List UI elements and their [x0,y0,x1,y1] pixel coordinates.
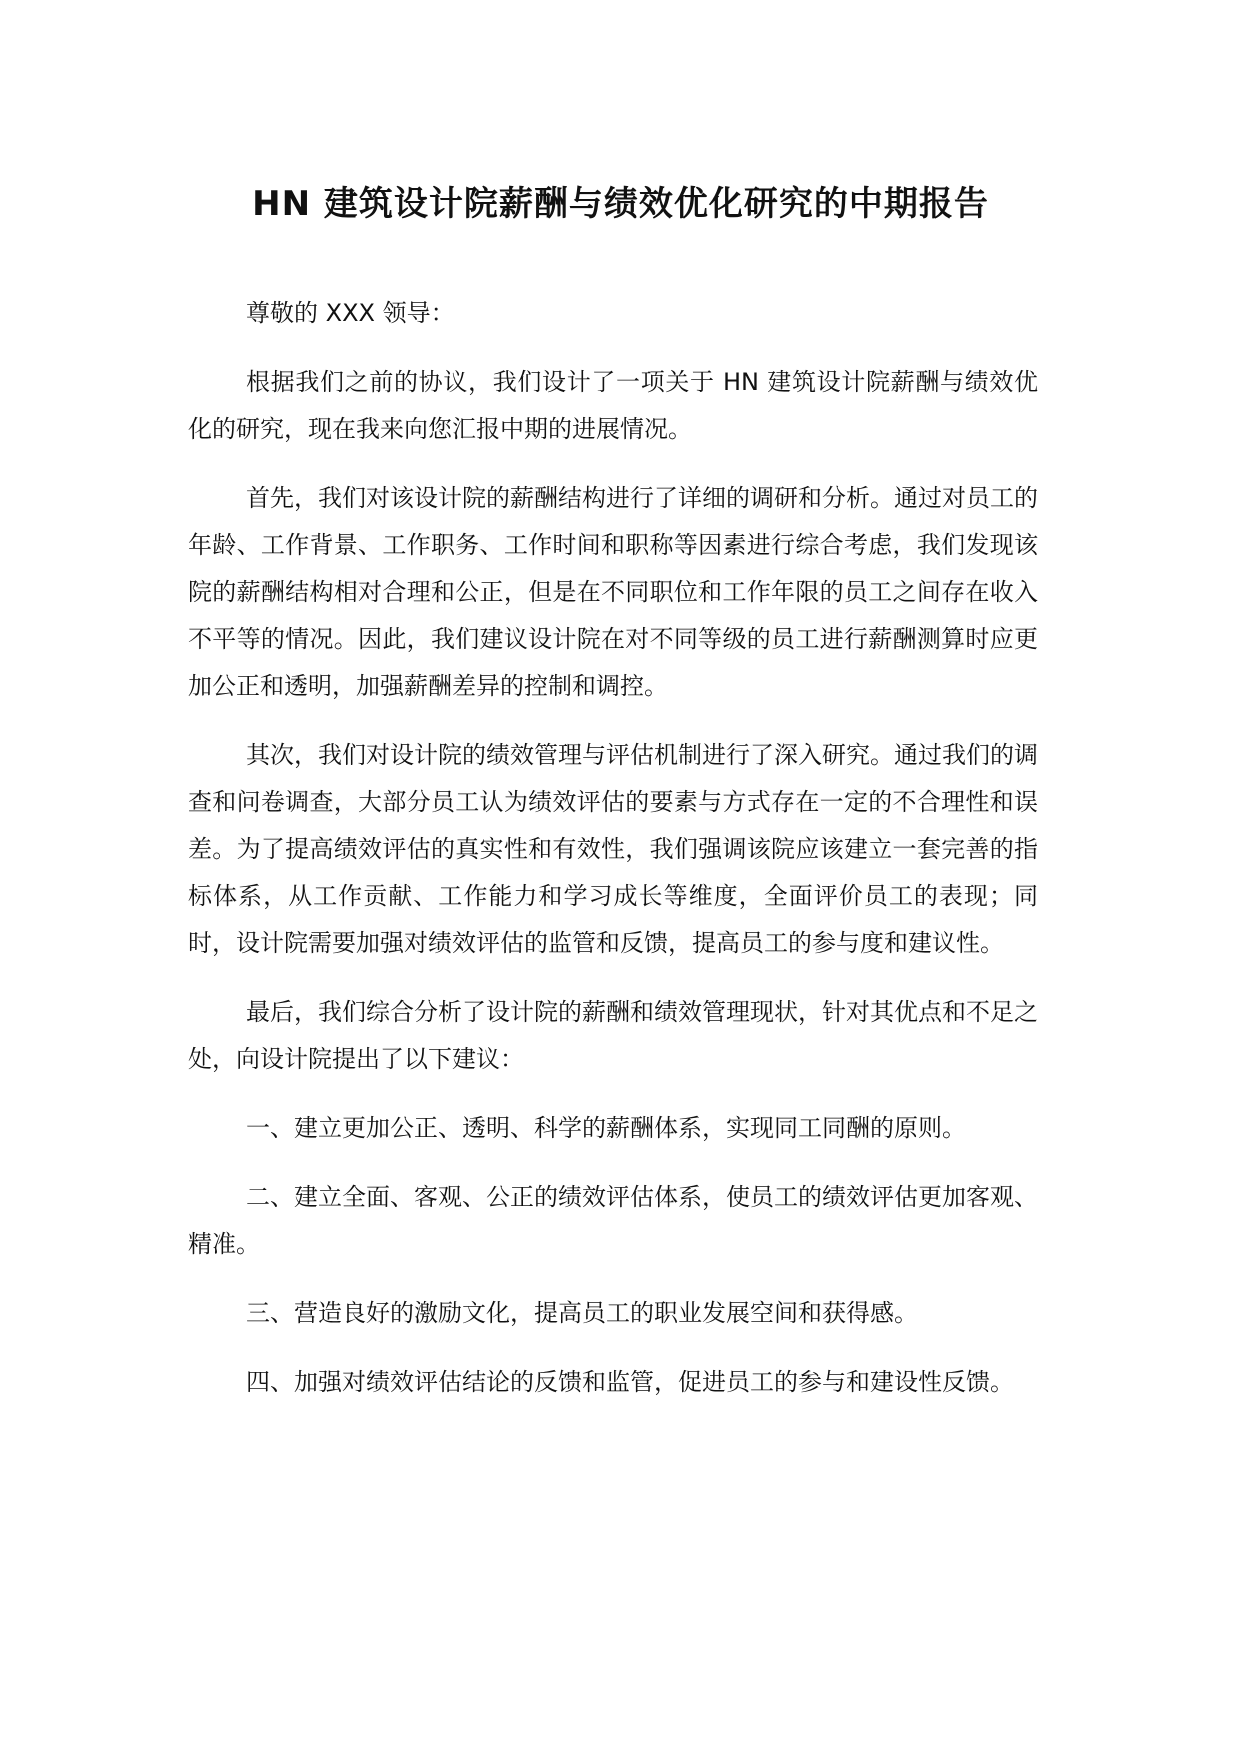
recommendation-item: 三、营造良好的激励文化，提高员工的职业发展空间和获得感。 [246,1299,918,1327]
document-title: HN 建筑设计院薪酬与绩效优化研究的中期报告 [252,184,989,224]
salutation: 尊敬的 XXX 领导： [246,299,455,327]
paragraph-salary-analysis: 首先，我们对该设计院的薪酬结构进行了详细的调研和分析。通过对员工的年龄、工作背景、工作职务、工作时间和职称等因素进行综合考虑，我们发现该院的薪酬结构相对合理和公正，但是在不同职位和工作年限的员工之间存在收入不平等的情况。因此，我们建议设计院在对不同等级的员工进行薪酬测算时应更加公正和透明，加强薪酬差异的控制和调控。 [188,484,1038,700]
paragraph-intro: 根据我们之前的协议，我们设计了一项关于 HN 建筑设计院薪酬与绩效优化的研究，现在我来向您汇报中期的进展情况。 [188,368,1038,443]
recommendation-item: 二、建立全面、客观、公正的绩效评估体系，使员工的绩效评估更加客观、精准。 [188,1183,1038,1258]
recommendation-item: 一、建立更加公正、透明、科学的薪酬体系，实现同工同酬的原则。 [246,1114,966,1142]
paragraph-performance-analysis: 其次，我们对设计院的绩效管理与评估机制进行了深入研究。通过我们的调查和问卷调查，大部分员工认为绩效评估的要素与方式存在一定的不合理性和误差。为了提高绩效评估的真实性和有效性，我们强调该院应该建立一套完善的指标体系，从工作贡献、工作能力和学习成长等维度，全面评价员工的表现；同时，设计院需要加强对绩效评估的监管和反馈，提高员工的参与度和建议性。 [188,741,1038,957]
document-body [188,290,1038,1428]
recommendation-item: 四、加强对绩效评估结论的反馈和监管，促进员工的参与和建设性反馈。 [246,1368,1014,1396]
paragraph-conclusion: 最后，我们综合分析了设计院的薪酬和绩效管理现状，针对其优点和不足之处，向设计院提出了以下建议： [188,998,1038,1073]
